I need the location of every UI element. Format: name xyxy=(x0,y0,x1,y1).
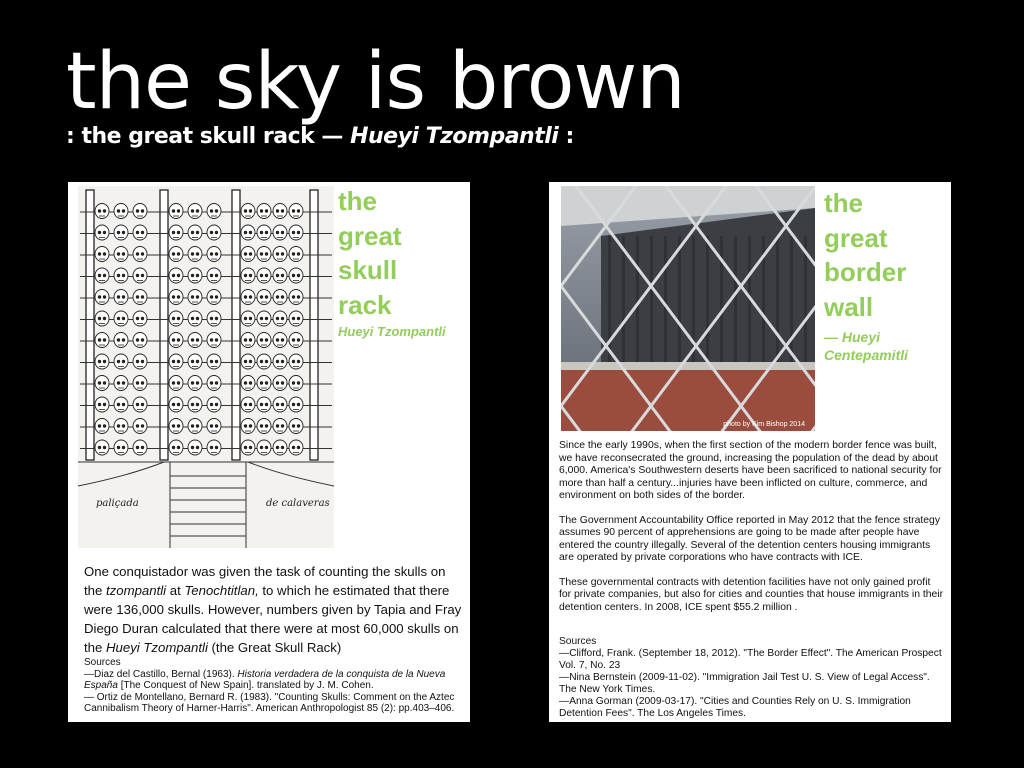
heading-line: great xyxy=(338,220,402,251)
subtitle-prefix: : the great skull rack — xyxy=(66,124,351,149)
source-text: —Diaz del Castillo, Bernal (1963). xyxy=(84,668,238,680)
skull-rack-subheading: Hueyi Tzompantli xyxy=(338,324,446,339)
drawing-label-right: de calaveras xyxy=(266,498,330,509)
body-italic: Hueyi Tzompantli xyxy=(106,640,208,655)
skull-rack-drawing xyxy=(78,186,334,548)
subheading-line: Centepamitli xyxy=(824,347,909,363)
subtitle-italic: Hueyi Tzompantli xyxy=(350,124,559,149)
sources-label: Sources xyxy=(84,657,121,668)
body-text: to which he estimated that there were 136,000 skulls. However, numbers given by Tapia and Fray Diego Duran calculated that there were at most 60,000 skulls on the xyxy=(84,583,462,655)
skull-rack-body xyxy=(84,562,462,657)
heading-line: skull xyxy=(338,255,398,285)
body-text: at xyxy=(166,583,185,598)
body-paragraph: Since the early 1990s, when the first section of the modern border fence was built, we have reconsecrated the ground, increasing the population of the dead by about 6,000. America's Southwestern deserts have been sacrificed to national security for more than half a century...injuries have been inflicted on culture, commerce, and environment on both sides of the border. xyxy=(559,440,942,501)
body-italic: tzompantli xyxy=(106,583,167,598)
body-text: One conquistador was given the task of counting the skulls on the xyxy=(84,564,446,598)
border-wall-sources xyxy=(559,636,945,720)
source-item: —Clifford, Frank. (September 18, 2012). "The Border Effect". The American Prospect Vol. 7, No. 23 xyxy=(559,648,942,671)
photo-credit: photo by Kim Bishop 2014 xyxy=(723,421,805,428)
body-italic: Tenochtitlan, xyxy=(184,583,259,598)
heading-line: the xyxy=(824,188,863,218)
source-item xyxy=(84,669,464,692)
border-wall-heading xyxy=(824,186,906,324)
border-wall-subheading xyxy=(824,328,908,364)
source-item: —Anna Gorman (2009-03-17). "Cities and Counties Rely on U. S. Immigration Detention Fees". The Los Angeles Times. xyxy=(559,696,911,719)
heading-line: rack xyxy=(338,289,392,320)
heading-line: the xyxy=(338,186,377,216)
skull-rack-sources xyxy=(84,657,464,715)
drawing-label-left: paliçada xyxy=(96,498,139,509)
skull-rack-panel xyxy=(68,182,470,722)
slide-subtitle xyxy=(66,124,574,149)
border-wall-panel xyxy=(549,182,951,722)
body-paragraph: The Government Accountability Office reported in May 2012 that the fence strategy assumes 90 percent of apprehensions are going to be made after people have entered the country illegally. Several of the detention centers housing immigrants are operated by private corporations who have contracts with ICE. xyxy=(559,514,941,563)
body-paragraph: These governmental contracts with detention facilities have not only gained profit for private companies, but also for cities and counties that house immigrants in their detention centers. In 2008, ICE spent $55.2 million . xyxy=(559,576,944,613)
border-fence-photo xyxy=(561,186,815,431)
body-text: (the Great Skull Rack) xyxy=(207,640,342,655)
source-item: —Nina Bernstein (2009-11-02). "Immigration Jail Test U. S. View of Legal Access". The New York Times. xyxy=(559,672,930,695)
heading-line: wall xyxy=(824,291,874,322)
source-italic: Historia verdadera de la conquista de la Nueva España xyxy=(84,668,446,691)
subheading-line: — Hueyi xyxy=(824,329,881,345)
slide-title: the sky is brown xyxy=(66,37,685,127)
heading-line: great xyxy=(824,222,888,253)
source-item: — Ortiz de Montellano, Bernard R. (1983). "Counting Skulls: Comment on the Aztec Cannibalism Theory of Harner-Harris". American Anthropologist 85 (2): pp.403–406. xyxy=(84,691,455,714)
subtitle-suffix: : xyxy=(558,124,574,149)
border-wall-body xyxy=(559,440,945,614)
sources-label: Sources xyxy=(559,636,597,647)
skull-rack-heading xyxy=(338,184,402,322)
heading-line: border xyxy=(824,257,907,287)
source-text: [The Conquest of New Spain]. translated by J. M. Cohen. xyxy=(117,680,374,691)
